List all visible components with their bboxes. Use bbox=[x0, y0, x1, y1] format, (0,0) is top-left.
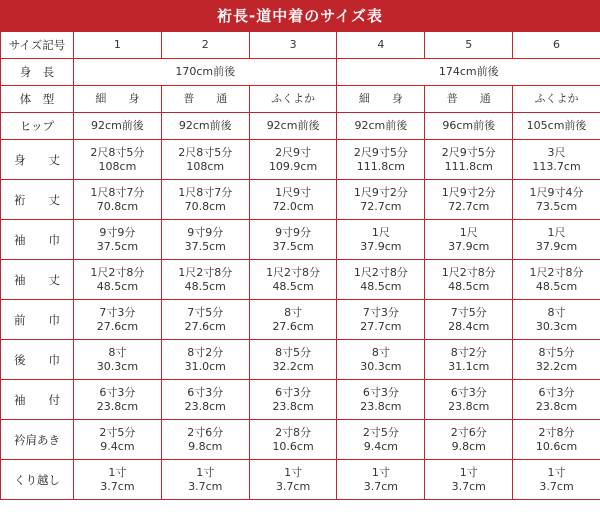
shaku-value: 7寸5分 bbox=[450, 305, 487, 319]
mitake-cell bbox=[161, 140, 249, 180]
yukitake-cell bbox=[249, 180, 337, 220]
sodehaba-cell bbox=[513, 220, 600, 260]
shaku-value: 8寸 bbox=[108, 345, 127, 359]
shaku-value: 1尺2寸8分 bbox=[441, 265, 496, 279]
sodetake-cell bbox=[425, 260, 513, 300]
ushirohaba-cell bbox=[513, 340, 600, 380]
height-label: 身 長 bbox=[1, 59, 74, 86]
hip-cell: 96cm前後 bbox=[425, 113, 513, 140]
katamiaki-cell bbox=[425, 420, 513, 460]
sodetsuke-label: 袖 付 bbox=[1, 380, 74, 420]
katamiaki-cell bbox=[74, 420, 162, 460]
mitake-label: 身 丈 bbox=[1, 140, 74, 180]
shaku-value: 1寸 bbox=[196, 465, 215, 479]
cm-value: 9.8cm bbox=[188, 439, 223, 453]
shaku-value: 7寸5分 bbox=[187, 305, 224, 319]
shaku-value: 2寸8分 bbox=[275, 425, 312, 439]
cm-value: 37.9cm bbox=[360, 239, 402, 253]
size-table bbox=[0, 31, 600, 500]
cm-value: 3.7cm bbox=[275, 479, 311, 493]
cm-value: 10.6cm bbox=[535, 439, 578, 453]
hip-cell: 92cm前後 bbox=[249, 113, 337, 140]
yukitake-row bbox=[1, 180, 600, 220]
shaku-value: 2尺9寸5分 bbox=[441, 145, 496, 159]
yukitake-cell bbox=[74, 180, 162, 220]
kurikoshi-row bbox=[1, 460, 600, 500]
body_type-cell: 細 身 bbox=[74, 86, 162, 113]
shaku-value: 1尺 bbox=[371, 225, 390, 239]
cm-value: 3.7cm bbox=[100, 479, 135, 493]
sodetsuke-row bbox=[1, 380, 600, 420]
yukitake-cell bbox=[513, 180, 600, 220]
yukitake-cell bbox=[425, 180, 513, 220]
shaku-value: 2寸6分 bbox=[187, 425, 224, 439]
cm-value: 37.5cm bbox=[96, 239, 139, 253]
shaku-value: 1尺2寸8分 bbox=[266, 265, 321, 279]
shaku-value: 8寸 bbox=[371, 345, 390, 359]
size-2: 2 bbox=[161, 32, 249, 59]
kurikoshi-cell bbox=[249, 460, 337, 500]
size-6: 6 bbox=[513, 32, 600, 59]
sodehaba-label: 袖 巾 bbox=[1, 220, 74, 260]
maehaba-cell bbox=[513, 300, 600, 340]
shaku-value: 2尺9寸 bbox=[275, 145, 312, 159]
cm-value: 72.7cm bbox=[360, 199, 402, 213]
shaku-value: 6寸3分 bbox=[187, 385, 224, 399]
cm-value: 3.7cm bbox=[188, 479, 223, 493]
cm-value: 31.1cm bbox=[448, 359, 490, 373]
cm-value: 27.6cm bbox=[184, 319, 226, 333]
shaku-value: 9寸9分 bbox=[187, 225, 224, 239]
cm-value: 48.5cm bbox=[272, 279, 314, 293]
hip-cell: 105cm前後 bbox=[513, 113, 600, 140]
sodetake-cell bbox=[249, 260, 337, 300]
katamiaki-cell bbox=[337, 420, 425, 460]
sodetake-cell bbox=[74, 260, 162, 300]
mitake-cell bbox=[513, 140, 600, 180]
shaku-value: 2寸5分 bbox=[99, 425, 136, 439]
shaku-value: 1尺8寸7分 bbox=[90, 185, 145, 199]
shaku-value: 1寸 bbox=[459, 465, 478, 479]
size-1: 1 bbox=[74, 32, 162, 59]
shaku-value: 1尺9寸 bbox=[275, 185, 312, 199]
maehaba-cell bbox=[161, 300, 249, 340]
sodetsuke-cell bbox=[425, 380, 513, 420]
cm-value: 32.2cm bbox=[535, 359, 578, 373]
cm-value: 48.5cm bbox=[535, 279, 578, 293]
shaku-value: 7寸3分 bbox=[362, 305, 399, 319]
ushirohaba-cell bbox=[425, 340, 513, 380]
size-3: 3 bbox=[249, 32, 337, 59]
ushirohaba-cell bbox=[337, 340, 425, 380]
cm-value: 3.7cm bbox=[363, 479, 399, 493]
cm-value: 27.7cm bbox=[360, 319, 402, 333]
cm-value: 23.8cm bbox=[448, 399, 490, 413]
cm-value: 37.9cm bbox=[448, 239, 490, 253]
cm-value: 111.8cm bbox=[356, 159, 406, 173]
cm-value: 23.8cm bbox=[184, 399, 226, 413]
hip-cell: 92cm前後 bbox=[161, 113, 249, 140]
cm-value: 23.8cm bbox=[96, 399, 139, 413]
header-row bbox=[1, 32, 600, 59]
shaku-value: 6寸3分 bbox=[275, 385, 312, 399]
cm-value: 72.7cm bbox=[448, 199, 490, 213]
cm-value: 108cm bbox=[98, 159, 137, 173]
ushirohaba-label: 後 巾 bbox=[1, 340, 74, 380]
maehaba-cell bbox=[249, 300, 337, 340]
katamiaki-row bbox=[1, 420, 600, 460]
shaku-value: 6寸3分 bbox=[450, 385, 487, 399]
katamiaki-cell bbox=[161, 420, 249, 460]
chart-title: 裄長-道中着のサイズ表 bbox=[0, 0, 600, 31]
mitake-cell bbox=[425, 140, 513, 180]
maehaba-row bbox=[1, 300, 600, 340]
cm-value: 73.5cm bbox=[535, 199, 578, 213]
katamiaki-cell bbox=[513, 420, 600, 460]
cm-value: 108cm bbox=[186, 159, 225, 173]
cm-value: 10.6cm bbox=[272, 439, 314, 453]
yukitake-cell bbox=[161, 180, 249, 220]
cm-value: 9.4cm bbox=[100, 439, 135, 453]
ushirohaba-row bbox=[1, 340, 600, 380]
shaku-value: 1尺2寸8分 bbox=[529, 265, 584, 279]
shaku-value: 1尺9寸2分 bbox=[353, 185, 408, 199]
cm-value: 3.7cm bbox=[539, 479, 574, 493]
cm-value: 32.2cm bbox=[272, 359, 314, 373]
shaku-value: 8寸5分 bbox=[538, 345, 575, 359]
ushirohaba-cell bbox=[74, 340, 162, 380]
hip-row bbox=[1, 113, 600, 140]
shaku-value: 1寸 bbox=[547, 465, 566, 479]
cm-value: 23.8cm bbox=[272, 399, 314, 413]
sodehaba-cell bbox=[161, 220, 249, 260]
yukitake-label: 裄 丈 bbox=[1, 180, 74, 220]
body_type-cell: 普 通 bbox=[425, 86, 513, 113]
cm-value: 37.5cm bbox=[272, 239, 314, 253]
shaku-value: 8寸5分 bbox=[275, 345, 312, 359]
body_type-label: 体 型 bbox=[1, 86, 74, 113]
cm-value: 113.7cm bbox=[532, 159, 581, 173]
cm-value: 23.8cm bbox=[535, 399, 578, 413]
ushirohaba-cell bbox=[249, 340, 337, 380]
ushirohaba-cell bbox=[161, 340, 249, 380]
cm-value: 70.8cm bbox=[184, 199, 226, 213]
cm-value: 48.5cm bbox=[184, 279, 226, 293]
shaku-value: 2寸6分 bbox=[450, 425, 487, 439]
cm-value: 48.5cm bbox=[448, 279, 490, 293]
body_type-row bbox=[1, 86, 600, 113]
cm-value: 9.4cm bbox=[363, 439, 399, 453]
height-row bbox=[1, 59, 600, 86]
sodehaba-cell bbox=[74, 220, 162, 260]
shaku-value: 8寸 bbox=[547, 305, 566, 319]
shaku-value: 1尺9寸4分 bbox=[529, 185, 584, 199]
body_type-cell: ふくよか bbox=[513, 86, 600, 113]
hip-label: ヒップ bbox=[1, 113, 74, 140]
sodehaba-cell bbox=[249, 220, 337, 260]
cm-value: 111.8cm bbox=[444, 159, 493, 173]
kurikoshi-cell bbox=[337, 460, 425, 500]
shaku-value: 2尺9寸5分 bbox=[353, 145, 408, 159]
shaku-value: 8寸 bbox=[284, 305, 303, 319]
shaku-value: 1尺 bbox=[459, 225, 478, 239]
cm-value: 30.3cm bbox=[96, 359, 139, 373]
shaku-value: 7寸3分 bbox=[99, 305, 136, 319]
cm-value: 48.5cm bbox=[360, 279, 402, 293]
sodetake-label: 袖 丈 bbox=[1, 260, 74, 300]
mitake-cell bbox=[249, 140, 337, 180]
header-label: サイズ記号 bbox=[1, 32, 74, 59]
shaku-value: 1寸 bbox=[371, 465, 390, 479]
cm-value: 72.0cm bbox=[272, 199, 314, 213]
sodetsuke-cell bbox=[337, 380, 425, 420]
sodehaba-cell bbox=[337, 220, 425, 260]
shaku-value: 9寸9分 bbox=[275, 225, 312, 239]
shaku-value: 2寸8分 bbox=[538, 425, 575, 439]
cm-value: 27.6cm bbox=[96, 319, 139, 333]
shaku-value: 2寸5分 bbox=[362, 425, 399, 439]
maehaba-cell bbox=[74, 300, 162, 340]
kurikoshi-cell bbox=[74, 460, 162, 500]
shaku-value: 8寸2分 bbox=[450, 345, 487, 359]
shaku-value: 1尺 bbox=[547, 225, 566, 239]
size-4: 4 bbox=[337, 32, 425, 59]
shaku-value: 1尺2寸8分 bbox=[90, 265, 145, 279]
mitake-cell bbox=[74, 140, 162, 180]
shaku-value: 1尺8寸7分 bbox=[178, 185, 233, 199]
hip-cell: 92cm前後 bbox=[337, 113, 425, 140]
shaku-value: 1尺9寸2分 bbox=[441, 185, 496, 199]
shaku-value: 8寸2分 bbox=[187, 345, 224, 359]
shaku-value: 1寸 bbox=[284, 465, 303, 479]
cm-value: 70.8cm bbox=[96, 199, 139, 213]
body_type-cell: 細 身 bbox=[337, 86, 425, 113]
shaku-value: 1尺2寸8分 bbox=[353, 265, 408, 279]
maehaba-cell bbox=[425, 300, 513, 340]
body_type-cell: ふくよか bbox=[249, 86, 337, 113]
sodetsuke-cell bbox=[161, 380, 249, 420]
katamiaki-cell bbox=[249, 420, 337, 460]
sodetake-cell bbox=[513, 260, 600, 300]
maehaba-cell bbox=[337, 300, 425, 340]
shaku-value: 2尺8寸5分 bbox=[178, 145, 233, 159]
katamiaki-label: 衿肩あき bbox=[1, 420, 74, 460]
kurikoshi-cell bbox=[513, 460, 600, 500]
size-5: 5 bbox=[425, 32, 513, 59]
kurikoshi-cell bbox=[161, 460, 249, 500]
cm-value: 48.5cm bbox=[96, 279, 139, 293]
cm-value: 27.6cm bbox=[272, 319, 314, 333]
cm-value: 30.3cm bbox=[535, 319, 578, 333]
mitake-cell bbox=[337, 140, 425, 180]
kurikoshi-label: くり越し bbox=[1, 460, 74, 500]
cm-value: 28.4cm bbox=[448, 319, 490, 333]
sodehaba-row bbox=[1, 220, 600, 260]
cm-value: 37.9cm bbox=[535, 239, 578, 253]
height-group-1: 170cm前後 bbox=[74, 59, 337, 86]
mitake-row bbox=[1, 140, 600, 180]
cm-value: 9.8cm bbox=[451, 439, 486, 453]
shaku-value: 6寸3分 bbox=[362, 385, 399, 399]
sodetsuke-cell bbox=[74, 380, 162, 420]
sodetsuke-cell bbox=[249, 380, 337, 420]
shaku-value: 1寸 bbox=[108, 465, 127, 479]
shaku-value: 6寸3分 bbox=[538, 385, 575, 399]
yukitake-cell bbox=[337, 180, 425, 220]
body_type-cell: 普 通 bbox=[161, 86, 249, 113]
shaku-value: 1尺2寸8分 bbox=[178, 265, 233, 279]
height-group-2: 174cm前後 bbox=[337, 59, 600, 86]
shaku-value: 2尺8寸5分 bbox=[90, 145, 145, 159]
hip-cell: 92cm前後 bbox=[74, 113, 162, 140]
cm-value: 23.8cm bbox=[360, 399, 402, 413]
kurikoshi-cell bbox=[425, 460, 513, 500]
shaku-value: 3尺 bbox=[547, 145, 566, 159]
sodehaba-cell bbox=[425, 220, 513, 260]
sodetsuke-cell bbox=[513, 380, 600, 420]
cm-value: 3.7cm bbox=[451, 479, 486, 493]
cm-value: 31.0cm bbox=[184, 359, 226, 373]
cm-value: 37.5cm bbox=[184, 239, 226, 253]
cm-value: 30.3cm bbox=[360, 359, 402, 373]
sodetake-row bbox=[1, 260, 600, 300]
cm-value: 109.9cm bbox=[268, 159, 318, 173]
sodetake-cell bbox=[337, 260, 425, 300]
shaku-value: 6寸3分 bbox=[99, 385, 136, 399]
maehaba-label: 前 巾 bbox=[1, 300, 74, 340]
sodetake-cell bbox=[161, 260, 249, 300]
shaku-value: 9寸9分 bbox=[99, 225, 136, 239]
